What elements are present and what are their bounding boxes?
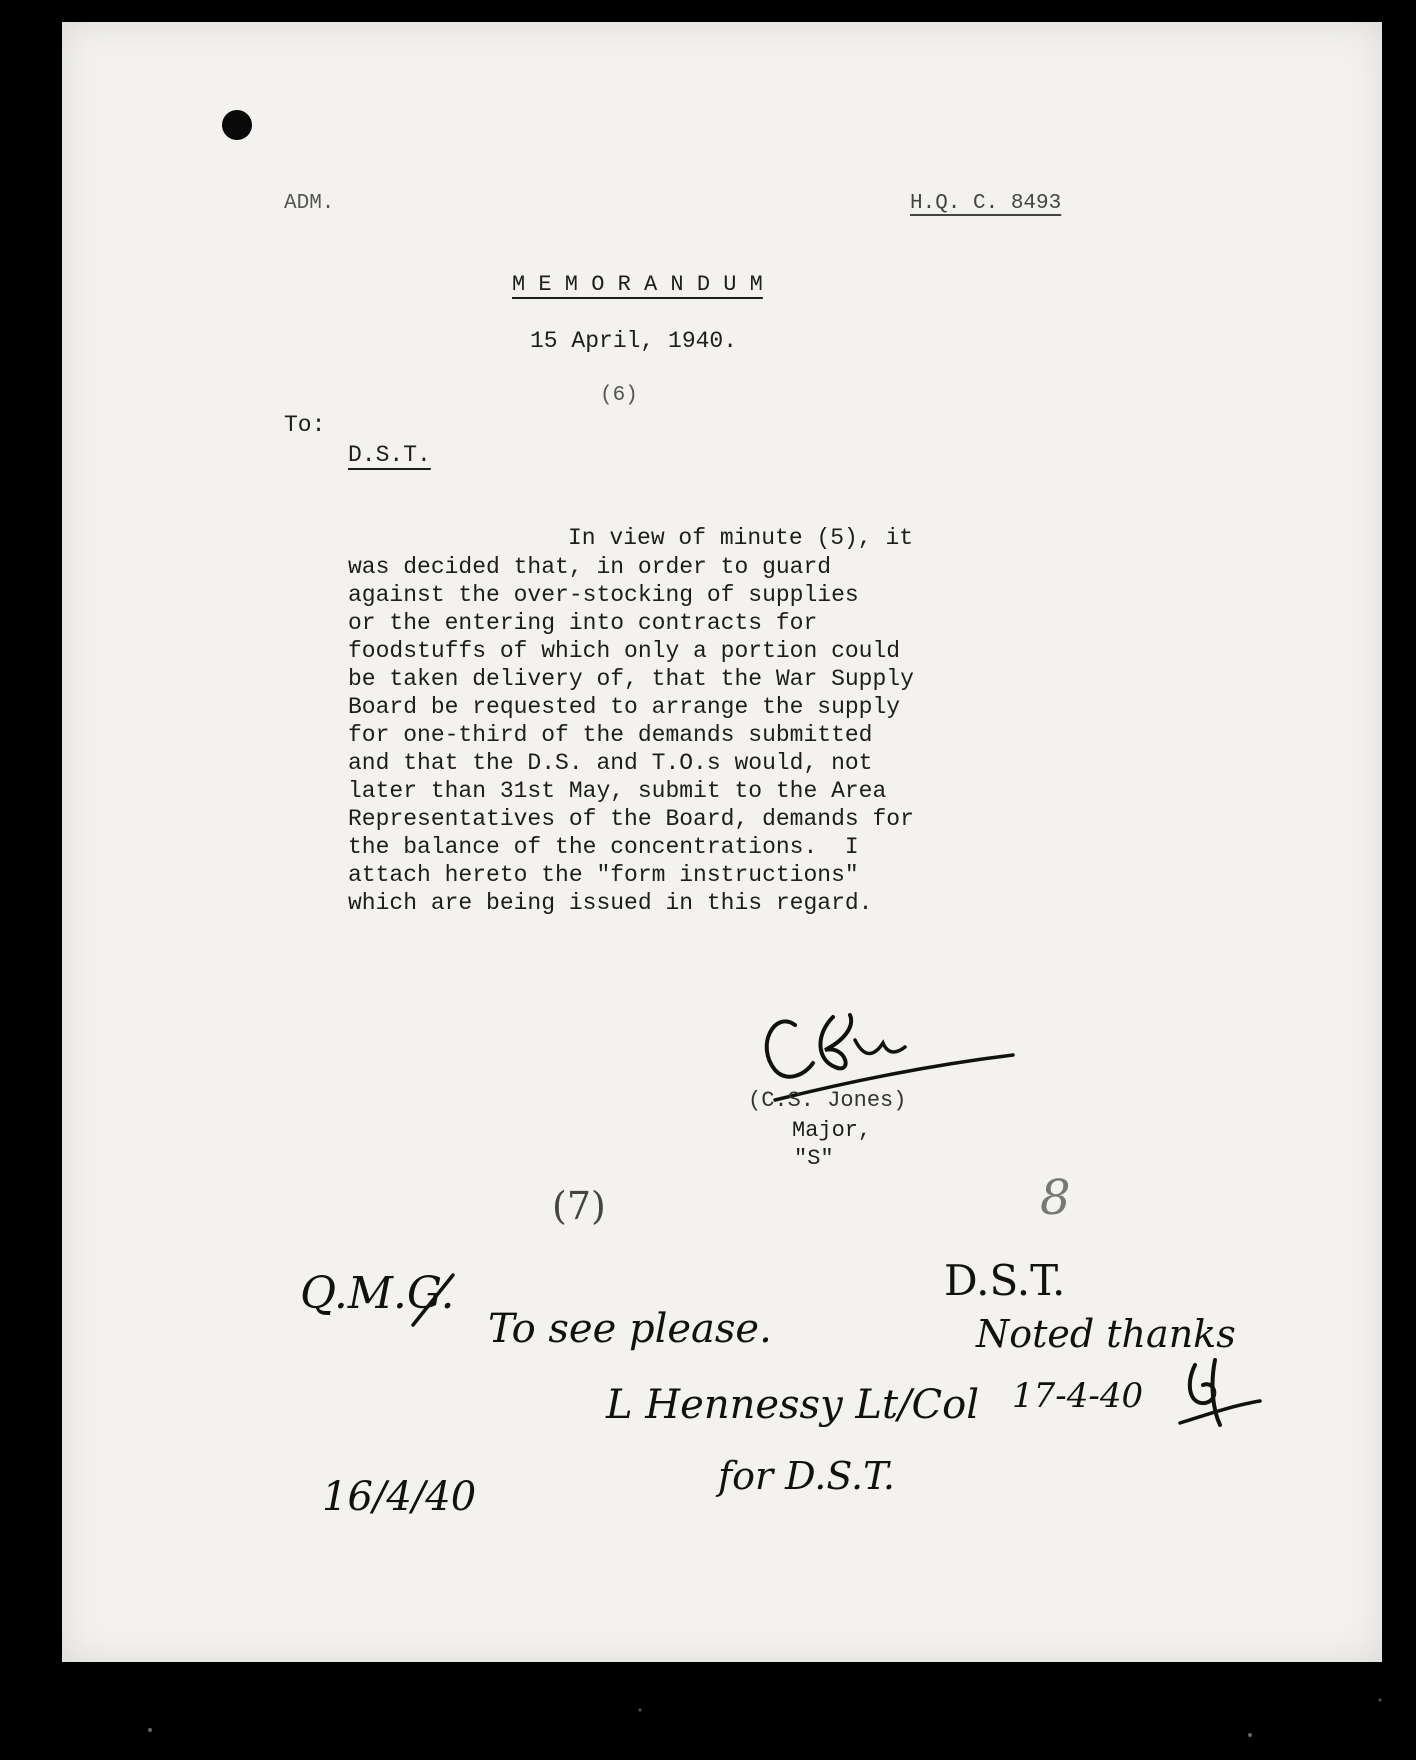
body-line: and that the D.S. and T.O.s would, not	[348, 750, 873, 776]
right-date: 17-4-40	[1012, 1376, 1144, 1416]
recipient-name: D.S.T.	[348, 442, 431, 468]
qmg-addressee: Q.M.G.	[300, 1268, 455, 1319]
body-line: attach hereto the "form instructions"	[348, 862, 859, 888]
body-line: or the entering into contracts for	[348, 610, 818, 636]
memo-title: M E M O R A N D U M	[512, 272, 763, 297]
body-line: the balance of the concentrations. I	[348, 834, 859, 860]
signed-for: for D.S.T.	[718, 1454, 895, 1498]
body-line: was decided that, in order to guard	[348, 554, 832, 580]
left-date: 16/4/40	[322, 1474, 477, 1520]
signed-by: L Hennessy Lt/Col	[606, 1382, 979, 1428]
minute-number: (6)	[600, 384, 638, 407]
body-line: which are being issued in this regard.	[348, 890, 873, 916]
body-line: against the over-stocking of supplies	[348, 582, 859, 608]
signatory-rank: Major,	[792, 1118, 872, 1143]
initials-mark	[1175, 1355, 1265, 1435]
body-line: for one-third of the demands submitted	[348, 722, 873, 748]
signatory-name: (C.S. Jones)	[748, 1088, 907, 1113]
body-line: later than 31st May, submit to the Area	[348, 778, 887, 804]
punch-hole	[222, 110, 252, 140]
qmg-note: To see please.	[488, 1306, 772, 1352]
file-reference: H.Q. C. 8493	[910, 192, 1062, 215]
file-prefix: ADM.	[284, 192, 335, 215]
to-label: To:	[284, 412, 326, 438]
minute-8-annotation: 8	[1040, 1170, 1071, 1226]
body-line: be taken delivery of, that the War Supply	[348, 666, 914, 692]
memo-date: 15 April, 1940.	[530, 328, 738, 354]
body-line: Board be requested to arrange the supply	[348, 694, 901, 720]
body-line: In view of minute (5), it	[568, 525, 914, 551]
film-specks	[0, 1680, 1416, 1760]
signatory-branch: "S"	[794, 1146, 834, 1171]
body-line: foodstuffs of which only a portion could	[348, 638, 901, 664]
dst-note: Noted thanks	[976, 1312, 1236, 1356]
dst-addressee: D.S.T.	[944, 1256, 1066, 1305]
minute-7-annotation: (7)	[552, 1184, 606, 1228]
body-line: Representatives of the Board, demands for	[348, 806, 914, 832]
qmg-slash-mark	[408, 1270, 458, 1330]
